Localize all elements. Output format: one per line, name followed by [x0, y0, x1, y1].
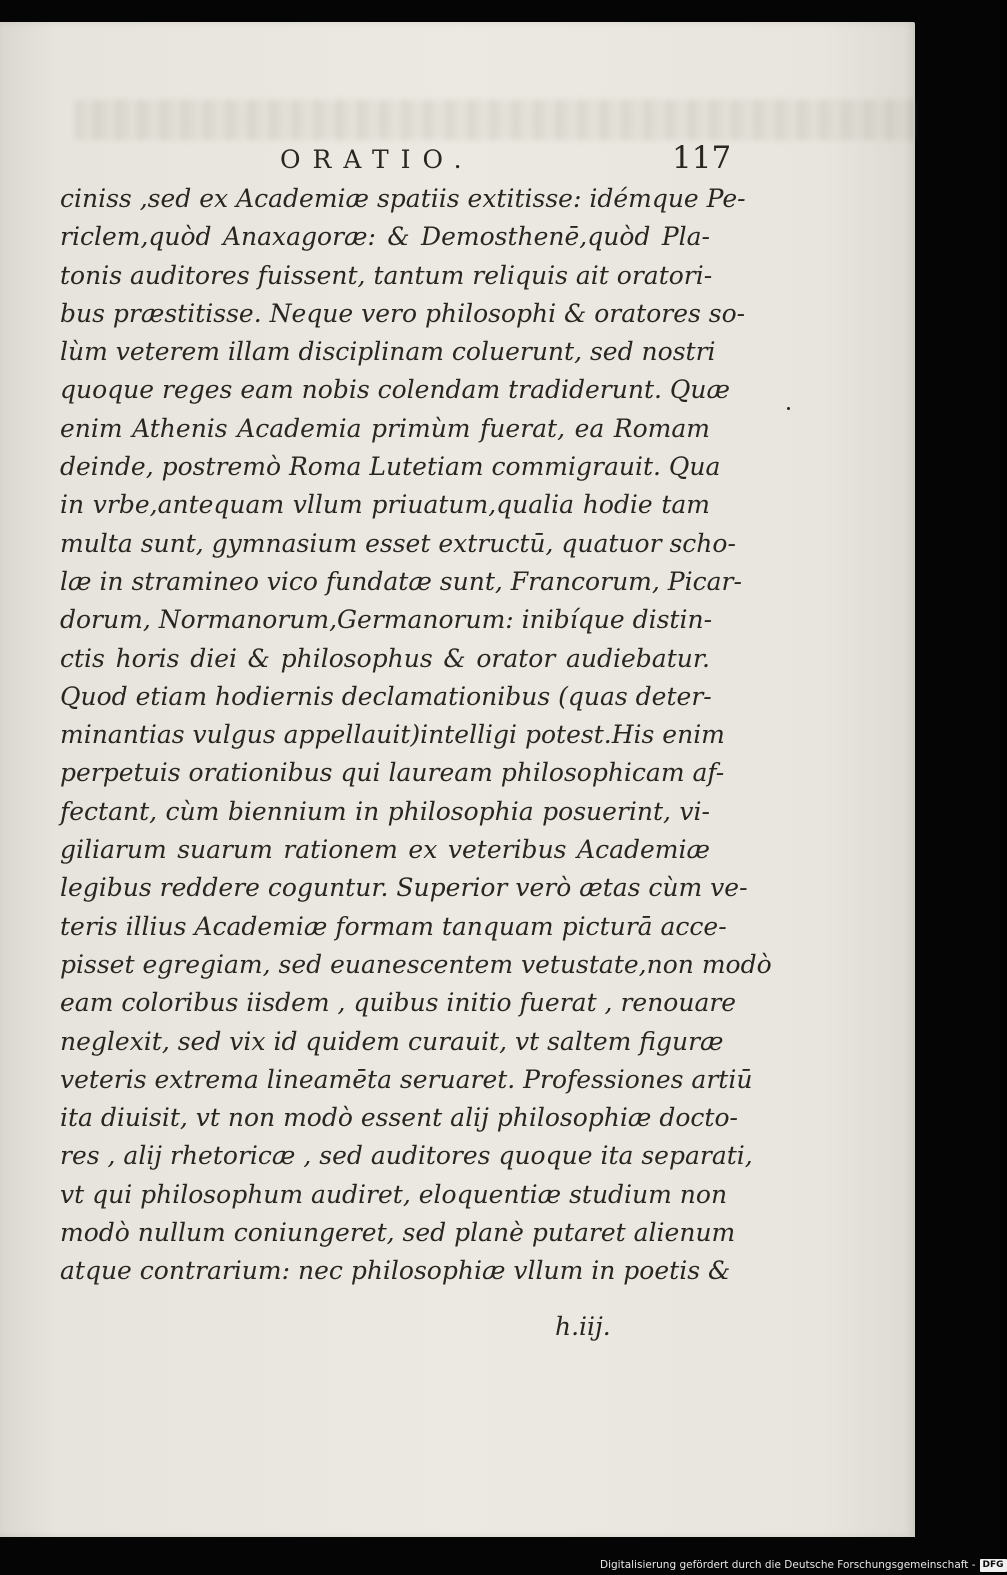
- dfg-logo: DFG: [980, 1559, 1007, 1572]
- text-line: res , alij rhetoricæ , sed auditores quoque ita separati,: [60, 1141, 753, 1171]
- text-line: dorum, Normanorum,Germanorum: inibíque distin-: [60, 605, 713, 635]
- text-line: minantias vulgus appellauit)intelligi potest.His enim: [60, 720, 725, 750]
- text-line: bus præstitisse. Neque vero philosophi & oratores so-: [60, 298, 746, 328]
- text-line: in vrbe,antequam vllum priuatum,qualia hodie tam: [60, 490, 710, 520]
- text-line: fectant, cùm biennium in philosophia posuerint, vi-: [60, 796, 710, 826]
- text-line: læ in stramineo vico fundatæ sunt, Francorum, Picar-: [60, 566, 742, 596]
- text-line: riclem,quòd Anaxagoræ: & Demosthenē,quòd Pla-: [60, 222, 710, 252]
- text-line: vt qui philosophum audiret, eloquentiæ studium non: [60, 1179, 728, 1209]
- show-through-bleed: [75, 100, 915, 140]
- book-page: [0, 22, 915, 1537]
- text-line: legibus reddere coguntur. Superior verò ætas cùm ve-: [60, 873, 748, 903]
- text-line: veteris extrema lineamēta seruaret. Professiones artiū: [60, 1064, 753, 1094]
- text-line: giliarum suarum rationem ex veteribus Academiæ: [60, 835, 710, 865]
- text-line: perpetuis orationibus qui lauream philosophicam af-: [60, 758, 725, 788]
- digitization-credit: [600, 1556, 1007, 1574]
- text-line: teris illius Academiæ formam tanquam picturā acce-: [60, 911, 727, 941]
- text-line: Quod etiam hodiernis declamationibus (quas deter-: [60, 681, 712, 711]
- text-line: eam coloribus iisdem , quibus initio fuerat , renouare: [60, 988, 737, 1018]
- text-line: multa sunt, gymnasium esset extructū, quatuor scho-: [60, 528, 736, 558]
- text-line: atque contrarium: nec philosophiæ vllum in poetis &: [60, 1256, 731, 1286]
- signature-mark: h.iij.: [555, 1312, 611, 1341]
- text-line: lùm veterem illam disciplinam coluerunt, sed nostri: [60, 337, 716, 367]
- body-text: [60, 180, 772, 1291]
- text-line: tonis auditores fuissent, tantum reliquis ait oratori-: [60, 260, 713, 290]
- text-line: quoque reges eam nobis colendam tradiderunt. Quæ: [60, 375, 730, 405]
- text-line: enim Athenis Academia primùm fuerat, ea Romam: [60, 413, 710, 443]
- text-line: deinde, postremò Roma Lutetiam commigrauit. Qua: [60, 452, 721, 482]
- credit-text: Digitalisierung gefördert durch die Deutsche Forschungsgemeinschaft -: [600, 1559, 976, 1571]
- ink-speck: [787, 407, 790, 410]
- text-line: neglexit, sed vix id quidem curauit, vt saltem figuræ: [60, 1026, 724, 1056]
- text-line: ciniss ,sed ex Academiæ spatiis extitisse: idémque Pe-: [60, 184, 746, 213]
- text-line: pisset egregiam, sed euanescentem vetustate,non modò: [60, 949, 772, 979]
- running-head: ORATIO.: [280, 145, 474, 174]
- text-line: modò nullum coniungeret, sed planè putaret alienum: [60, 1218, 736, 1248]
- text-line: ita diuisit, vt non modò essent alij philosophiæ docto-: [60, 1103, 738, 1133]
- text-line: ctis horis diei & philosophus & orator audiebatur.: [60, 643, 710, 673]
- page-number: 117: [672, 140, 732, 176]
